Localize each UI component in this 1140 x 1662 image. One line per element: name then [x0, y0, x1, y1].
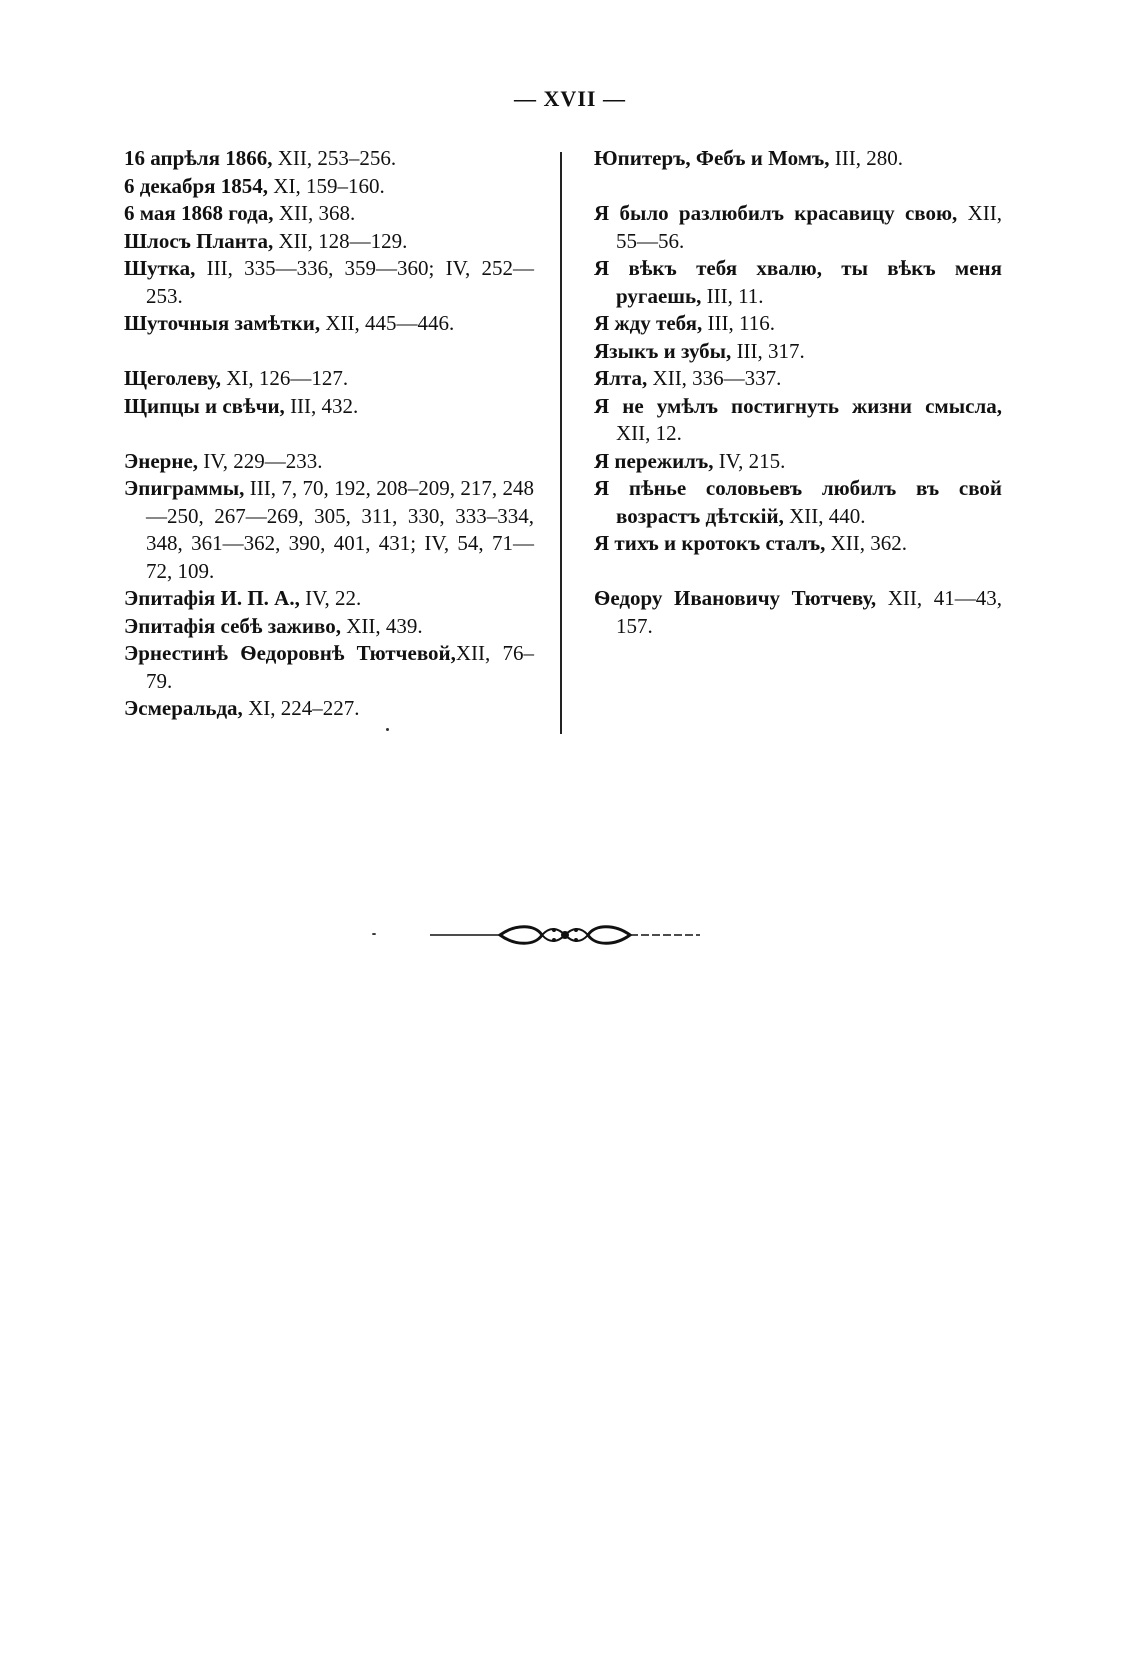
- index-entry: [594, 255, 1002, 310]
- entry-reference: III, 7, 70, 192, 208–209, 217, 248—250, 267—269, 305, 311, 330, 333–334, 348, 361—362, 390, 401, 431; IV, 54, 71—72, 109.: [146, 476, 534, 583]
- entry-title: Я тихъ и кротокъ сталъ,: [594, 531, 826, 555]
- entry-title: 6 мая 1868 года,: [124, 201, 274, 225]
- index-entry: [124, 613, 534, 641]
- entry-title: Я вѣкъ тебя хвалю, ты вѣкъ меня ругаешь,: [594, 256, 1002, 308]
- index-entry: [124, 310, 534, 338]
- entry-reference: III, 116.: [702, 311, 775, 335]
- entry-reference: XII, 55—56.: [616, 201, 1002, 253]
- entry-gap: [124, 420, 534, 448]
- entry-gap: [124, 338, 534, 366]
- entry-title: Шуточныя замѣтки,: [124, 311, 321, 335]
- index-entry: [124, 200, 534, 228]
- entry-reference: XII, 12.: [616, 421, 682, 445]
- index-entry: [124, 365, 534, 393]
- entry-title: Языкъ и зубы,: [594, 338, 732, 363]
- entry-title: Юпитеръ, Фебъ и Момъ,: [594, 146, 830, 170]
- entry-title: Я не умѣлъ постигнуть жизни смысла,: [594, 393, 1002, 418]
- entry-title: Эпитафія И. П. А.,: [124, 586, 300, 610]
- entry-reference: III, 432.: [284, 393, 359, 418]
- index-entry: [124, 448, 534, 476]
- entry-reference: XII, 368.: [273, 201, 356, 225]
- entry-title: 6 декабря 1854,: [124, 173, 269, 198]
- entry-title: Шутка,: [124, 256, 196, 280]
- entry-reference: XI, 224–227.: [242, 696, 360, 720]
- entry-title: Я жду тебя,: [594, 311, 703, 335]
- index-entry: [594, 530, 1002, 558]
- entry-title: Эпитафія себѣ заживо,: [124, 613, 341, 638]
- entry-reference: XII, 445—446.: [320, 311, 455, 335]
- entry-title: Эрнестинѣ Ѳедоровнѣ Тютчевой,: [124, 641, 456, 665]
- index-entry: [124, 585, 534, 613]
- entry-title: Эпиграммы,: [124, 476, 245, 500]
- index-entry: [594, 393, 1002, 448]
- entry-reference: XII, 362.: [825, 531, 908, 555]
- index-entry: [124, 695, 534, 723]
- entry-title: Эсмеральда,: [124, 696, 243, 720]
- index-column-right: [594, 145, 1002, 640]
- entry-reference: XII, 336—337.: [647, 366, 782, 390]
- entry-gap: [594, 173, 1002, 201]
- index-entry: [594, 365, 1002, 393]
- index-entry: [594, 145, 1002, 173]
- index-entry: [124, 393, 534, 421]
- entry-reference: XII, 41—43, 157.: [616, 586, 1003, 638]
- index-entry: [124, 173, 534, 201]
- entry-reference: IV, 229—233.: [198, 448, 323, 473]
- index-entry: [594, 310, 1002, 338]
- entry-title: Энерне,: [124, 448, 199, 473]
- entry-title: Ялта,: [594, 366, 648, 390]
- entry-reference: III, 280.: [829, 146, 904, 170]
- ornament-divider-icon: [430, 920, 700, 960]
- index-entry: [124, 228, 534, 256]
- index-entry: [124, 145, 534, 173]
- index-column-left: [124, 145, 534, 723]
- entry-reference: III, 317.: [731, 338, 805, 363]
- entry-title: Щипцы и свѣчи,: [124, 393, 285, 418]
- print-speck: [386, 728, 389, 731]
- entry-reference: XII, 440.: [783, 503, 866, 528]
- entry-reference: IV, 215.: [713, 448, 786, 473]
- entry-reference: XII, 253–256.: [272, 146, 397, 170]
- print-speck: [372, 933, 376, 935]
- entry-gap: [594, 558, 1002, 586]
- entry-reference: IV, 22.: [299, 586, 362, 610]
- entry-title: Я было разлюбилъ красавицу свою,: [594, 201, 958, 225]
- index-entry: [594, 200, 1002, 255]
- index-entry: [594, 338, 1002, 366]
- entry-reference: XI, 126—127.: [221, 366, 349, 390]
- entry-reference: III, 11.: [701, 283, 764, 308]
- entry-reference: XII, 76–79.: [146, 641, 534, 693]
- index-entry: [124, 475, 534, 585]
- index-entry: [594, 475, 1002, 530]
- entry-title: Шлосъ Планта,: [124, 228, 274, 253]
- entry-title: Я пѣнье соловьевъ любилъ въ свой возрастъ дѣтскій,: [594, 476, 1002, 528]
- entry-reference: XI, 159–160.: [268, 173, 385, 198]
- column-divider: [560, 152, 562, 734]
- entry-reference: III, 335—336, 359—360; IV, 252—253.: [146, 256, 534, 308]
- entry-title: Щеголеву,: [124, 366, 221, 390]
- entry-title: 16 апрѣля 1866,: [124, 146, 273, 170]
- entry-title: Я пережилъ,: [594, 448, 714, 473]
- index-entry: [124, 255, 534, 310]
- page-number: — XVII —: [514, 86, 626, 111]
- index-entry: [594, 448, 1002, 476]
- index-entry: [124, 640, 534, 695]
- entry-reference: XII, 439.: [340, 613, 423, 638]
- entry-reference: XII, 128—129.: [273, 228, 408, 253]
- index-entry: [594, 585, 1002, 640]
- entry-title: Ѳедору Ивановичу Тютчеву,: [594, 586, 877, 610]
